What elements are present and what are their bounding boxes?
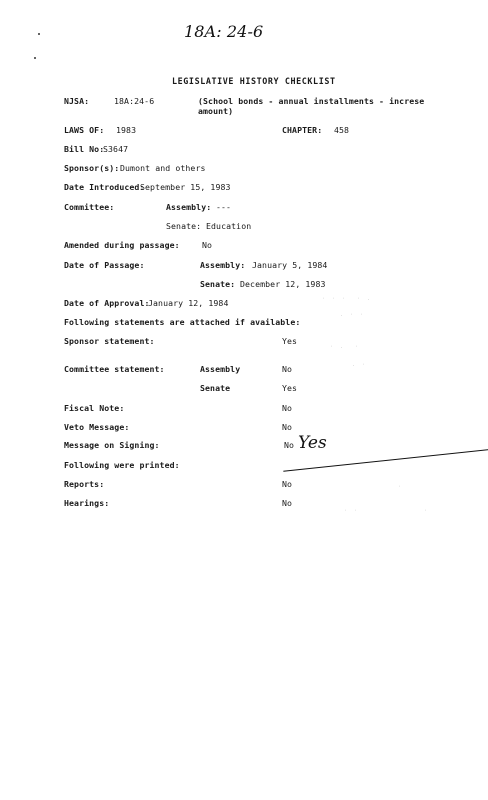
printed-heading: Following were printed: (64, 460, 180, 470)
passage-assembly-value: January 5, 1984 (252, 260, 328, 270)
attached-statements-heading: Following statements are attached if available: (64, 317, 301, 327)
njsa-description-line1: (School bonds - annual installments - increse (198, 96, 425, 106)
passage-senate-label: Senate: (200, 279, 236, 289)
bleed-through-mark: · · · · . (322, 296, 373, 302)
amended-label: Amended during passage: (64, 240, 180, 250)
bleed-through-mark: · · · (344, 508, 430, 514)
laws-of-value: 1983 (116, 125, 137, 135)
sponsor-statement-label: Sponsor statement: (64, 336, 155, 346)
date-introduced-value: September 15, 1983 (140, 182, 231, 192)
hearings-label: Hearings: (64, 498, 110, 508)
passage-senate-value: December 12, 1983 (240, 279, 326, 289)
committee-statement-assembly-label: Assembly (200, 364, 241, 374)
amended-value: No (202, 240, 213, 250)
laws-of-label: LAWS OF: (64, 125, 105, 135)
chapter-value: 458 (334, 125, 350, 135)
committee-statement-label: Committee statement: (64, 364, 165, 374)
chapter-label: CHAPTER: (282, 125, 323, 135)
veto-message-value: No (282, 422, 293, 432)
bill-no-label: Bill No: (64, 144, 105, 154)
fiscal-note-value: No (282, 403, 293, 413)
committee-senate-value: Education (206, 221, 252, 231)
message-on-signing-handwritten-value: Yes (298, 433, 327, 453)
committee-statement-senate-value: Yes (282, 383, 298, 393)
fiscal-note-label: Fiscal Note: (64, 403, 125, 413)
date-of-approval-label: Date of Approval: (64, 298, 150, 308)
sponsors-label: Sponsor(s): (64, 163, 120, 173)
scan-speck (38, 33, 40, 35)
njsa-label: NJSA: (64, 96, 90, 106)
committee-label: Committee: (64, 202, 115, 212)
committee-statement-assembly-value: No (282, 364, 293, 374)
bill-no-value: S3647 (103, 144, 129, 154)
page-title: LEGISLATIVE HISTORY CHECKLIST (172, 76, 336, 86)
committee-statement-senate-label: Senate (200, 383, 231, 393)
veto-message-label: Veto Message: (64, 422, 130, 432)
date-of-approval-value: January 12, 1984 (148, 298, 229, 308)
passage-assembly-label: Assembly: (200, 260, 246, 270)
reports-label: Reports: (64, 479, 105, 489)
sponsor-statement-value: Yes (282, 336, 298, 346)
sponsors-value: Dumont and others (120, 163, 206, 173)
scan-speck (34, 57, 36, 59)
message-on-signing-printed-value: No (284, 440, 488, 450)
njsa-description-line2: amount) (198, 106, 234, 116)
njsa-value: 18A:24-6 (114, 96, 155, 106)
bleed-through-mark: · . · (330, 344, 361, 350)
date-of-passage-label: Date of Passage: (64, 260, 145, 270)
committee-assembly-value: --- (216, 202, 232, 212)
reports-value: No (282, 479, 293, 489)
bleed-through-mark: · (398, 484, 404, 490)
message-on-signing-label: Message on Signing: (64, 440, 160, 450)
date-introduced-label: Date Introduced: (64, 182, 145, 192)
committee-senate-label: Senate: (166, 221, 202, 231)
hearings-value: No (282, 498, 293, 508)
bleed-through-mark: . · (352, 362, 368, 368)
handwritten-reference: 18A: 24-6 (184, 22, 264, 41)
bleed-through-mark: . · · (340, 312, 366, 318)
committee-assembly-label: Assembly: (166, 202, 212, 212)
